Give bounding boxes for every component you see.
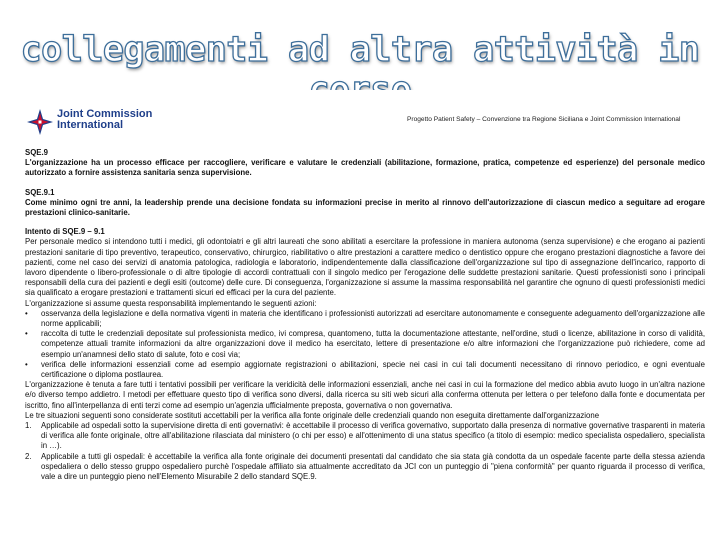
list-number: 2. <box>25 451 32 461</box>
jci-star-icon <box>27 109 53 135</box>
sqe9-code: SQE.9 <box>25 148 48 157</box>
intent-para4: Le tre situazioni seguenti sono considerate sostituti accettabili per la verifica alla fonte originale delle credenziali quando non eseguita direttamente dall'organizzazione <box>25 410 600 420</box>
numbered-list <box>25 421 705 482</box>
list-item: • raccolta di tutte le credenziali depositate sul professionista medico, ivi compresa, quantomeno, tutta la documentazione attestante, nell'ordine, studi o licenze, abilitazione in corso di validità, competenze attuali tramite informazioni da altre organizzazioni dove il medico ha esercitato, lettere di presentazione e/o altre informazioni che l'organizzazione può richiedere, come ad esempio un'anamnesi dello stato di salute, foto e così via; <box>25 329 705 360</box>
intent-para2: L'organizzazione si assume questa responsabilità implementando le seguenti azioni: <box>25 298 317 308</box>
sqe91-code: SQE.9.1 <box>25 187 55 197</box>
list-item <box>25 452 705 483</box>
document-body <box>25 148 705 482</box>
intent-heading: Intento di SQE.9 – 9.1 <box>25 227 105 237</box>
list-item <box>25 421 705 452</box>
list-item: • verifica delle informazioni essenziali come ad esempio aggiornate registrazioni o abilitazioni, specie nei casi in cui tali documenti necessitano di rinnovo periodico, e ogni eventuale certificazione o diploma postlaurea. <box>25 360 705 380</box>
document-scan <box>15 90 715 540</box>
logo-line2: International <box>57 119 124 131</box>
header-right: Progetto Patient Safety – Convenzione tra Regione Siciliana e Joint Commission International <box>407 116 681 123</box>
list-item: • osservanza della legislazione e della normativa vigenti in materia che identificano i professionisti autorizzati ad esercitare autonomamente e conseguente adeguamento dell'organizzazione alle norme applicabili; <box>25 309 705 329</box>
logo-line1: Joint Commission <box>57 108 153 120</box>
logo-text <box>57 109 152 131</box>
intent-para3: L'organizzazione è tenuta a fare tutti i tentativi possibili per verificare la veridicità delle informazioni essenziali, anche nei casi in cui la formazione del medico abbia avuto luogo in un'altra nazione e/o diverso tempo addietro. I metodi per effettuare questo tipo di verifica sono diversi, dalla ricerca su siti web sicuri alla conferma ottenuta per lettera o per telefono dalla fonte e documentata per iscritto, fino all'interpellanza di enti terzi come ad esempio un'agenzia ufficialmente preposta, governativa o non governativa. <box>25 380 705 410</box>
list-text: Applicabile ad ospedali sotto la supervisione diretta di enti governativi: è accettabile il processo di verifica governativo, supportato dalla presenza di normative governative trasparenti in materia di verifica alle fonte originale, oltre all'abilitazione rilasciata dal ministero (o chi per esso) e all'ottenimento di una status specifico (a titolo di esempio: medico specialista ospedaliero, specialista in …). <box>41 421 705 451</box>
slide-title: collegamenti ad altra attività in <box>20 30 700 70</box>
bullet-list <box>25 309 705 380</box>
list-number: 1. <box>25 421 32 431</box>
jci-logo <box>27 108 207 138</box>
sqe9-text: L'organizzazione ha un processo efficace per raccogliere, verificare e valutare le credenziali (abilitazione, formazione, pratica, competenze ed esperienze) del personale medico autorizzato a fornire assistenza sanitaria senza supervisione. <box>25 158 705 178</box>
list-text: Applicabile a tutti gli ospedali: è accettabile la verifica alla fonte originale dei documenti presentati dal candidato che sia stata già condotta da un ospedale facente parte della stessa azienda ospedaliera o dello stesso gruppo ospedaliero purchè l'ospedale affiliato sia attualmente accreditato da JCI con un punteggio di "piena conformità" per quanto riguarda il processo di verifica, vale a dire un punteggio pieno nell'Elemento Misurabile 2 dello standard SQE.9. <box>41 451 705 482</box>
sqe91-text: Come minimo ogni tre anni, la leadership prende una decisione fondata su informazioni precise in merito al rinnovo dell'autorizzazione di ciascun medico a seguitare ad erogare prestazioni clinico-sanitarie. <box>25 197 705 218</box>
intent-para1: Per personale medico si intendono tutti i medici, gli odontoiatri e gli altri laureati che sono abilitati a esercitare la professione in maniera autonoma (senza supervisione) e che erogano ai pazienti prestazioni sanitarie di tipo preventivo, terapeutico, conservativo, chirurgico, riabilitativo o altre prestazioni a carattere medico o dentistico oppure che erogano prestazioni diagnostiche a favore dei pazienti, come nel caso dei servizi di anatomia patologica, radiologia e laboratorio, indipendentemente dalla classificazione dell'organizzazione sul tipo di assegnazione dell'incarico, rapporto di lavoro dipendente o libero-professionale o di altre tipologie di accordi contrattuali con il singolo medico per l'erogazione delle suddette prestazioni sanitarie. Questi professionisti sono i principali responsabili della cura dei pazienti e degli esiti (outcome) delle cure. Di conseguenza, l'organizzazione si assume la massima responsabilità nel garantire che ognuno di questi professionisti medici sia qualificato a erogare prestazioni e trattamenti sicuri ed efficaci per la cura del paziente. <box>25 237 705 298</box>
